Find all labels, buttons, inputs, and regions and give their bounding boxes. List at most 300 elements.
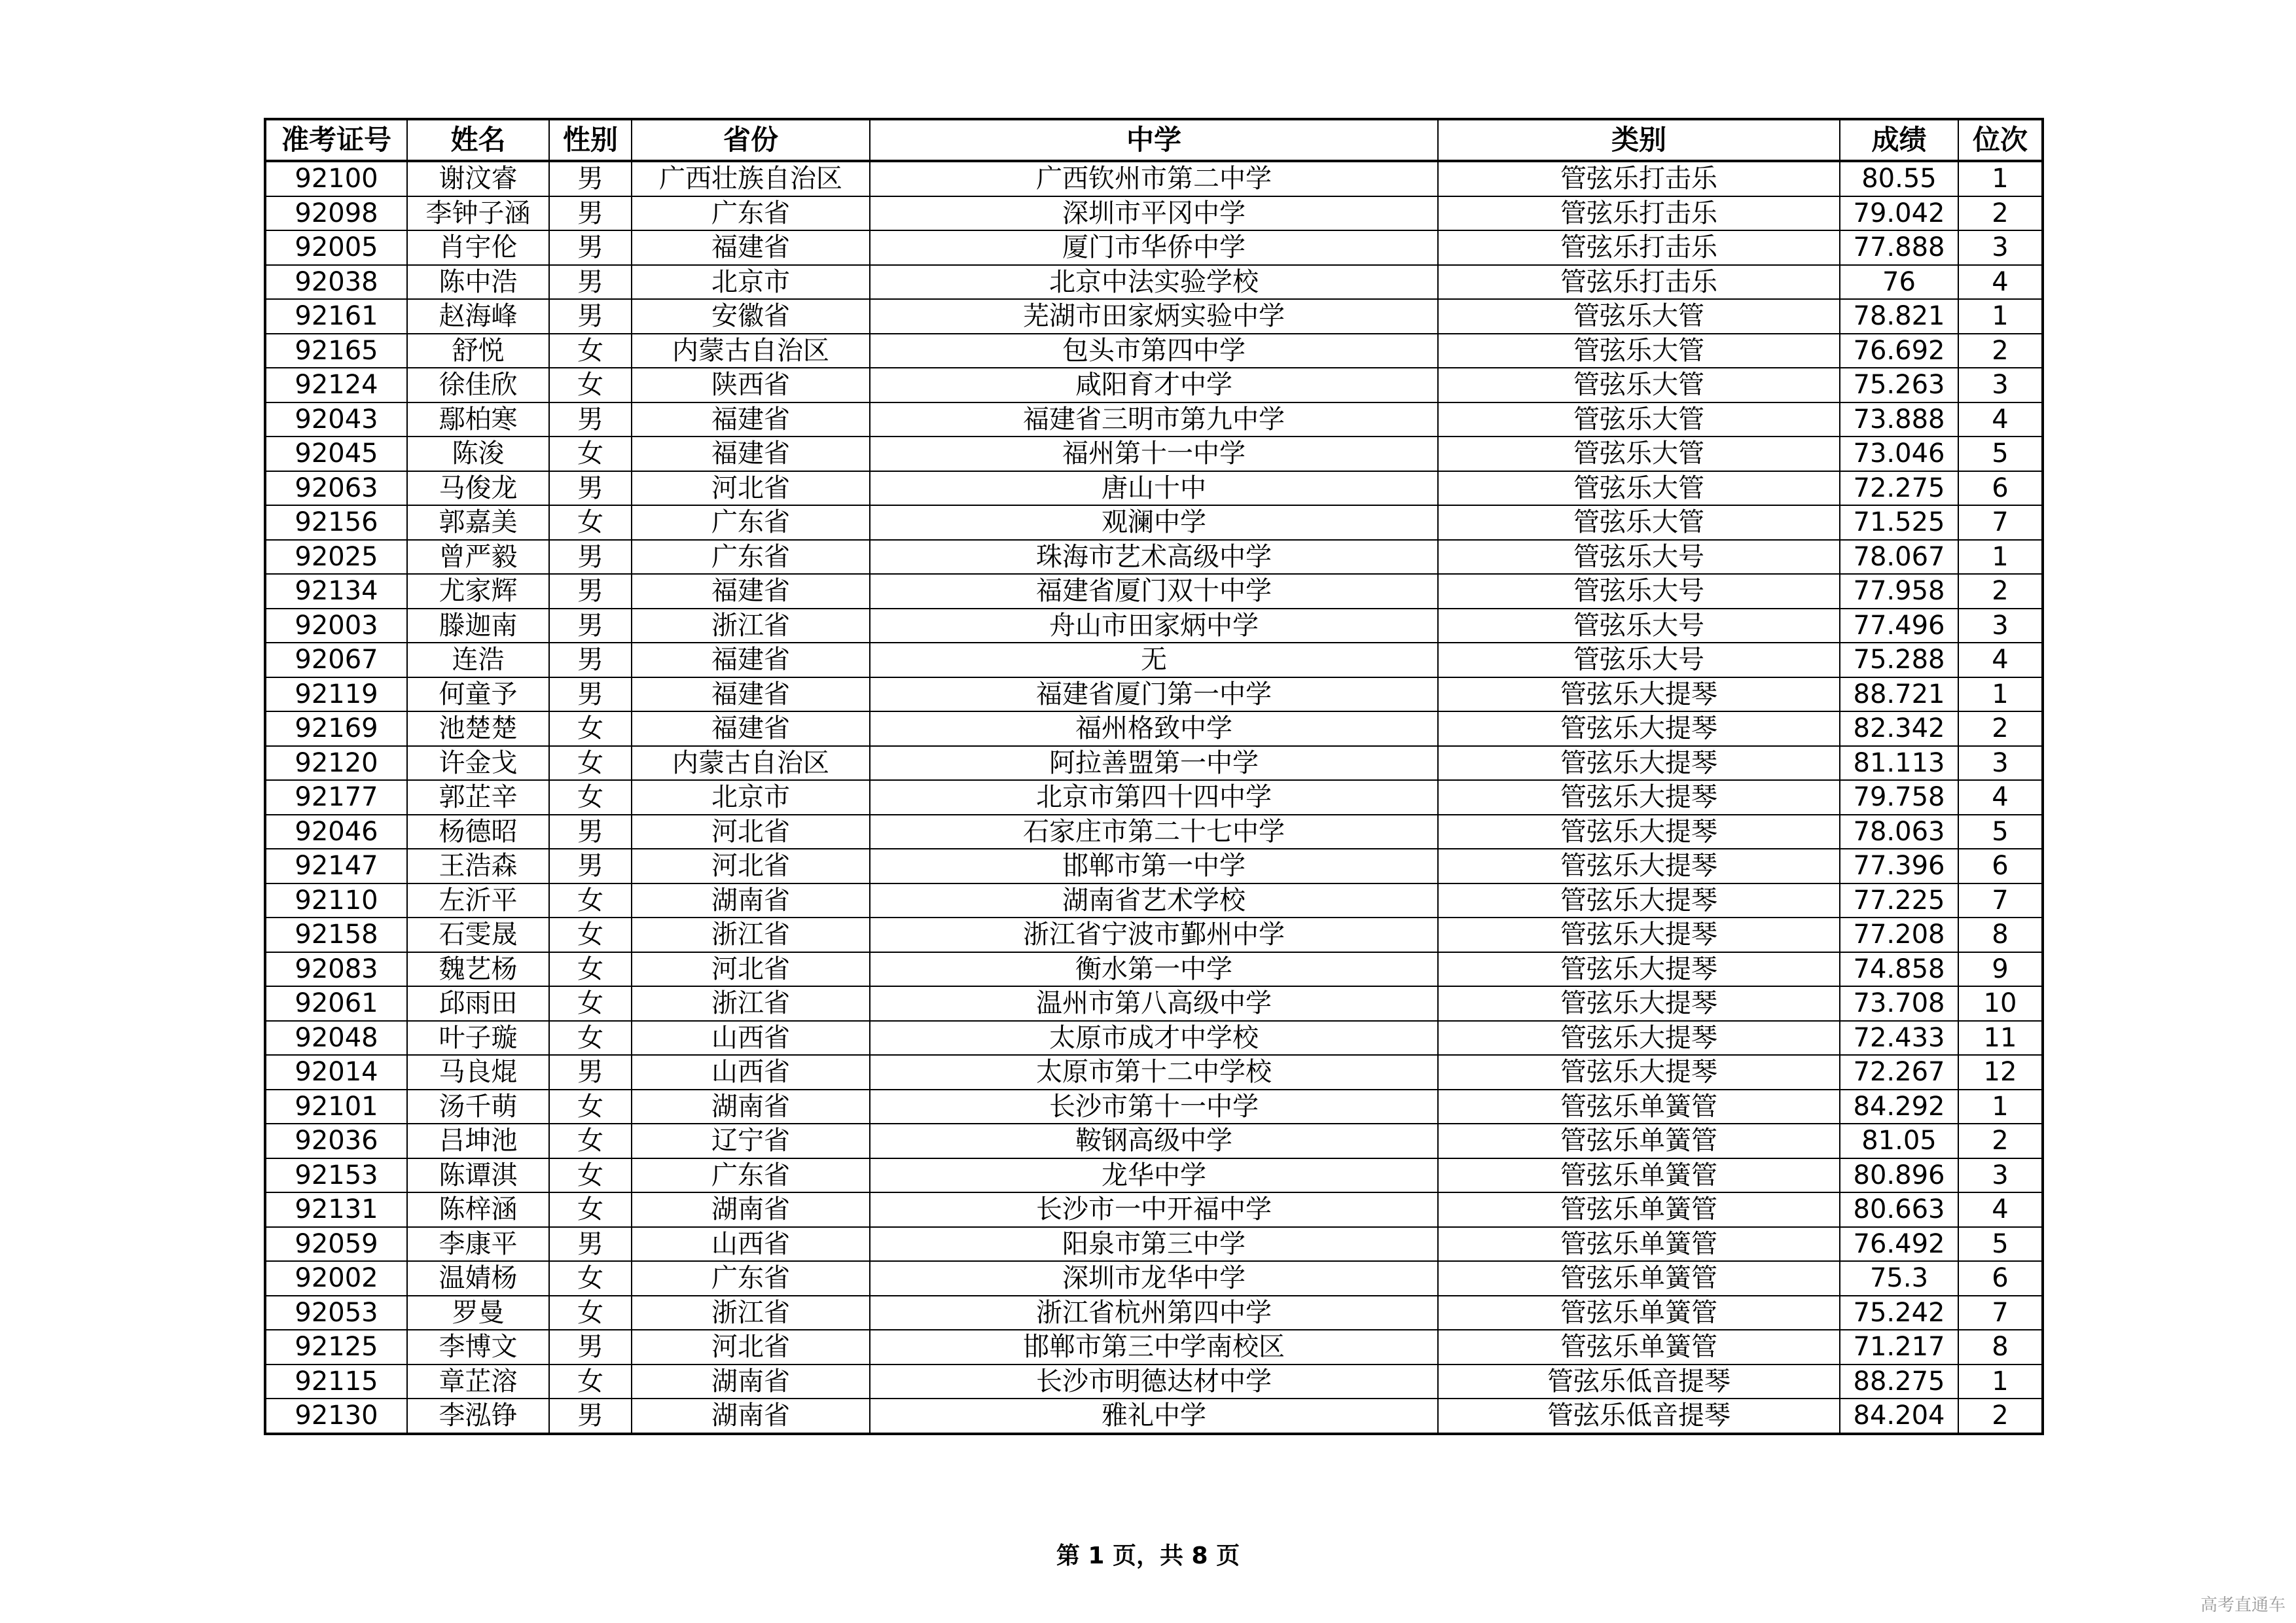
cell-category: 管弦乐大号 <box>1438 609 1840 643</box>
cell-score: 77.496 <box>1840 609 1958 643</box>
cell-exam-id: 92083 <box>265 952 407 987</box>
cell-exam-id: 92134 <box>265 574 407 609</box>
cell-score: 73.046 <box>1840 437 1958 471</box>
cell-category: 管弦乐大号 <box>1438 643 1840 677</box>
cell-gender: 男 <box>549 161 632 196</box>
cell-category: 管弦乐单簧管 <box>1438 1330 1840 1364</box>
cell-rank: 11 <box>1958 1021 2043 1056</box>
cell-gender: 男 <box>549 299 632 334</box>
cell-name: 鄢柏寒 <box>407 402 549 437</box>
watermark: 高考直通车 <box>2200 1596 2286 1615</box>
cell-school: 福建省厦门第一中学 <box>870 677 1438 712</box>
cell-school: 福建省三明市第九中学 <box>870 402 1438 437</box>
cell-exam-id: 92002 <box>265 1261 407 1296</box>
cell-gender: 男 <box>549 196 632 231</box>
cell-gender: 男 <box>549 609 632 643</box>
cell-category: 管弦乐大管 <box>1438 505 1840 540</box>
cell-score: 88.275 <box>1840 1364 1958 1399</box>
cell-exam-id: 92147 <box>265 849 407 883</box>
cell-province: 浙江省 <box>632 986 870 1021</box>
cell-school: 长沙市第十一中学 <box>870 1090 1438 1124</box>
cell-rank: 5 <box>1958 1227 2043 1262</box>
cell-school: 阳泉市第三中学 <box>870 1227 1438 1262</box>
cell-score: 72.433 <box>1840 1021 1958 1056</box>
cell-school: 石家庄市第二十七中学 <box>870 815 1438 849</box>
cell-category: 管弦乐大号 <box>1438 574 1840 609</box>
column-header-category: 类别 <box>1438 119 1840 161</box>
cell-school: 深圳市平冈中学 <box>870 196 1438 231</box>
cell-school: 湖南省艺术学校 <box>870 883 1438 918</box>
cell-score: 84.292 <box>1840 1090 1958 1124</box>
cell-name: 罗曼 <box>407 1296 549 1330</box>
cell-province: 湖南省 <box>632 1364 870 1399</box>
cell-exam-id: 92005 <box>265 230 407 265</box>
cell-name: 马俊龙 <box>407 471 549 506</box>
column-header-province: 省份 <box>632 119 870 161</box>
cell-category: 管弦乐打击乐 <box>1438 230 1840 265</box>
cell-exam-id: 92161 <box>265 299 407 334</box>
cell-province: 福建省 <box>632 230 870 265</box>
cell-exam-id: 92059 <box>265 1227 407 1262</box>
cell-rank: 2 <box>1958 334 2043 368</box>
cell-gender: 男 <box>549 230 632 265</box>
cell-category: 管弦乐低音提琴 <box>1438 1364 1840 1399</box>
cell-category: 管弦乐大管 <box>1438 402 1840 437</box>
cell-category: 管弦乐大提琴 <box>1438 1055 1840 1090</box>
cell-name: 章芷溶 <box>407 1364 549 1399</box>
cell-school: 邯郸市第一中学 <box>870 849 1438 883</box>
cell-exam-id: 92119 <box>265 677 407 712</box>
cell-province: 陕西省 <box>632 368 870 402</box>
cell-category: 管弦乐大管 <box>1438 334 1840 368</box>
table-body <box>265 161 2043 1434</box>
cell-category: 管弦乐打击乐 <box>1438 265 1840 300</box>
cell-score: 77.225 <box>1840 883 1958 918</box>
table-row <box>265 1055 2043 1090</box>
cell-province: 广东省 <box>632 1261 870 1296</box>
cell-name: 许金戈 <box>407 746 549 781</box>
cell-rank: 8 <box>1958 1330 2043 1364</box>
cell-rank: 2 <box>1958 196 2043 231</box>
cell-rank: 6 <box>1958 1261 2043 1296</box>
cell-name: 王浩森 <box>407 849 549 883</box>
cell-rank: 3 <box>1958 368 2043 402</box>
table-row <box>265 918 2043 952</box>
cell-category: 管弦乐大管 <box>1438 299 1840 334</box>
cell-gender: 男 <box>549 574 632 609</box>
table-row <box>265 711 2043 746</box>
cell-score: 81.05 <box>1840 1124 1958 1158</box>
table-row <box>265 1399 2043 1434</box>
cell-score: 76 <box>1840 265 1958 300</box>
table-row <box>265 643 2043 677</box>
table-row <box>265 230 2043 265</box>
cell-name: 魏艺杨 <box>407 952 549 987</box>
table-row <box>265 437 2043 471</box>
cell-rank: 3 <box>1958 1158 2043 1193</box>
cell-name: 舒悦 <box>407 334 549 368</box>
cell-category: 管弦乐打击乐 <box>1438 161 1840 196</box>
cell-exam-id: 92100 <box>265 161 407 196</box>
cell-school: 温州市第八高级中学 <box>870 986 1438 1021</box>
cell-exam-id: 92153 <box>265 1158 407 1193</box>
cell-gender: 男 <box>549 402 632 437</box>
cell-school: 北京中法实验学校 <box>870 265 1438 300</box>
cell-score: 75.3 <box>1840 1261 1958 1296</box>
cell-score: 77.888 <box>1840 230 1958 265</box>
cell-school: 包头市第四中学 <box>870 334 1438 368</box>
cell-score: 77.208 <box>1840 918 1958 952</box>
score-table <box>264 118 2044 1435</box>
cell-province: 河北省 <box>632 952 870 987</box>
table-row <box>265 746 2043 781</box>
page-footer: 第 1 页，共 8 页 <box>1056 1543 1240 1569</box>
cell-exam-id: 92061 <box>265 986 407 1021</box>
cell-exam-id: 92003 <box>265 609 407 643</box>
table-row <box>265 471 2043 506</box>
cell-gender: 女 <box>549 952 632 987</box>
table-row <box>265 1364 2043 1399</box>
cell-category: 管弦乐单簧管 <box>1438 1192 1840 1227</box>
cell-category: 管弦乐大提琴 <box>1438 711 1840 746</box>
cell-province: 北京市 <box>632 265 870 300</box>
cell-province: 广西壮族自治区 <box>632 161 870 196</box>
cell-gender: 男 <box>549 471 632 506</box>
cell-score: 77.396 <box>1840 849 1958 883</box>
cell-exam-id: 92125 <box>265 1330 407 1364</box>
cell-exam-id: 92045 <box>265 437 407 471</box>
cell-name: 连浩 <box>407 643 549 677</box>
cell-rank: 1 <box>1958 677 2043 712</box>
cell-category: 管弦乐大提琴 <box>1438 849 1840 883</box>
cell-rank: 2 <box>1958 711 2043 746</box>
cell-school: 邯郸市第三中学南校区 <box>870 1330 1438 1364</box>
cell-name: 曾严毅 <box>407 540 549 575</box>
cell-school: 广西钦州市第二中学 <box>870 161 1438 196</box>
cell-rank: 2 <box>1958 1124 2043 1158</box>
table-row <box>265 849 2043 883</box>
cell-province: 湖南省 <box>632 1192 870 1227</box>
cell-province: 山西省 <box>632 1055 870 1090</box>
cell-name: 左沂平 <box>407 883 549 918</box>
cell-school: 鞍钢高级中学 <box>870 1124 1438 1158</box>
cell-score: 82.342 <box>1840 711 1958 746</box>
cell-exam-id: 92169 <box>265 711 407 746</box>
cell-exam-id: 92110 <box>265 883 407 918</box>
table-row <box>265 1227 2043 1262</box>
cell-rank: 3 <box>1958 746 2043 781</box>
cell-exam-id: 92115 <box>265 1364 407 1399</box>
cell-name: 滕迦南 <box>407 609 549 643</box>
cell-rank: 4 <box>1958 780 2043 815</box>
cell-category: 管弦乐单簧管 <box>1438 1261 1840 1296</box>
cell-gender: 女 <box>549 1021 632 1056</box>
cell-rank: 6 <box>1958 471 2043 506</box>
table-row <box>265 1021 2043 1056</box>
cell-school: 长沙市一中开福中学 <box>870 1192 1438 1227</box>
cell-name: 池楚楚 <box>407 711 549 746</box>
cell-category: 管弦乐单簧管 <box>1438 1296 1840 1330</box>
cell-school: 无 <box>870 643 1438 677</box>
cell-gender: 女 <box>549 437 632 471</box>
cell-school: 观澜中学 <box>870 505 1438 540</box>
cell-score: 80.663 <box>1840 1192 1958 1227</box>
cell-score: 73.888 <box>1840 402 1958 437</box>
cell-gender: 男 <box>549 1330 632 1364</box>
cell-rank: 1 <box>1958 1090 2043 1124</box>
cell-gender: 女 <box>549 1124 632 1158</box>
cell-province: 安徽省 <box>632 299 870 334</box>
cell-rank: 2 <box>1958 1399 2043 1434</box>
cell-rank: 3 <box>1958 230 2043 265</box>
cell-province: 浙江省 <box>632 1296 870 1330</box>
cell-rank: 2 <box>1958 574 2043 609</box>
cell-province: 山西省 <box>632 1021 870 1056</box>
cell-gender: 女 <box>549 780 632 815</box>
table-row <box>265 780 2043 815</box>
cell-rank: 12 <box>1958 1055 2043 1090</box>
cell-exam-id: 92043 <box>265 402 407 437</box>
cell-score: 71.217 <box>1840 1330 1958 1364</box>
cell-name: 李博文 <box>407 1330 549 1364</box>
cell-name: 李泓铮 <box>407 1399 549 1434</box>
table-row <box>265 161 2043 196</box>
cell-school: 浙江省宁波市鄞州中学 <box>870 918 1438 952</box>
table-row <box>265 1330 2043 1364</box>
cell-rank: 4 <box>1958 265 2043 300</box>
cell-score: 78.067 <box>1840 540 1958 575</box>
cell-exam-id: 92158 <box>265 918 407 952</box>
table-row <box>265 1090 2043 1124</box>
cell-gender: 男 <box>549 265 632 300</box>
table-row <box>265 334 2043 368</box>
cell-province: 河北省 <box>632 471 870 506</box>
cell-exam-id: 92101 <box>265 1090 407 1124</box>
cell-school: 龙华中学 <box>870 1158 1438 1193</box>
cell-gender: 女 <box>549 883 632 918</box>
cell-category: 管弦乐大管 <box>1438 437 1840 471</box>
cell-gender: 女 <box>549 334 632 368</box>
cell-category: 管弦乐单簧管 <box>1438 1124 1840 1158</box>
cell-rank: 3 <box>1958 609 2043 643</box>
cell-province: 广东省 <box>632 196 870 231</box>
cell-exam-id: 92165 <box>265 334 407 368</box>
cell-school: 芜湖市田家炳实验中学 <box>870 299 1438 334</box>
cell-province: 福建省 <box>632 437 870 471</box>
cell-category: 管弦乐大管 <box>1438 368 1840 402</box>
cell-gender: 女 <box>549 918 632 952</box>
cell-exam-id: 92025 <box>265 540 407 575</box>
cell-exam-id: 92156 <box>265 505 407 540</box>
cell-name: 李康平 <box>407 1227 549 1262</box>
cell-category: 管弦乐大提琴 <box>1438 780 1840 815</box>
cell-name: 邱雨田 <box>407 986 549 1021</box>
cell-rank: 6 <box>1958 849 2043 883</box>
cell-name: 陈梓涵 <box>407 1192 549 1227</box>
cell-province: 浙江省 <box>632 918 870 952</box>
cell-province: 河北省 <box>632 849 870 883</box>
cell-category: 管弦乐大提琴 <box>1438 986 1840 1021</box>
cell-exam-id: 92053 <box>265 1296 407 1330</box>
cell-rank: 4 <box>1958 402 2043 437</box>
table-row <box>265 368 2043 402</box>
cell-name: 杨德昭 <box>407 815 549 849</box>
cell-name: 马良焜 <box>407 1055 549 1090</box>
cell-score: 75.288 <box>1840 643 1958 677</box>
cell-exam-id: 92120 <box>265 746 407 781</box>
cell-gender: 女 <box>549 1296 632 1330</box>
cell-gender: 女 <box>549 746 632 781</box>
cell-school: 浙江省杭州第四中学 <box>870 1296 1438 1330</box>
cell-school: 长沙市明德达材中学 <box>870 1364 1438 1399</box>
cell-school: 阿拉善盟第一中学 <box>870 746 1438 781</box>
cell-school: 舟山市田家炳中学 <box>870 609 1438 643</box>
column-header-rank: 位次 <box>1958 119 2043 161</box>
cell-gender: 女 <box>549 505 632 540</box>
cell-exam-id: 92131 <box>265 1192 407 1227</box>
cell-score: 72.275 <box>1840 471 1958 506</box>
cell-exam-id: 92048 <box>265 1021 407 1056</box>
cell-name: 赵海峰 <box>407 299 549 334</box>
table-row <box>265 265 2043 300</box>
cell-score: 78.821 <box>1840 299 1958 334</box>
cell-category: 管弦乐低音提琴 <box>1438 1399 1840 1434</box>
cell-rank: 1 <box>1958 299 2043 334</box>
cell-school: 深圳市龙华中学 <box>870 1261 1438 1296</box>
cell-gender: 男 <box>549 1399 632 1434</box>
cell-score: 77.958 <box>1840 574 1958 609</box>
cell-score: 76.492 <box>1840 1227 1958 1262</box>
cell-school: 珠海市艺术高级中学 <box>870 540 1438 575</box>
cell-rank: 4 <box>1958 643 2043 677</box>
cell-province: 北京市 <box>632 780 870 815</box>
cell-province: 辽宁省 <box>632 1124 870 1158</box>
cell-province: 福建省 <box>632 402 870 437</box>
cell-name: 郭嘉美 <box>407 505 549 540</box>
cell-gender: 女 <box>549 1192 632 1227</box>
cell-province: 湖南省 <box>632 883 870 918</box>
cell-school: 福州格致中学 <box>870 711 1438 746</box>
cell-rank: 5 <box>1958 437 2043 471</box>
cell-name: 吕坤池 <box>407 1124 549 1158</box>
table-row <box>265 196 2043 231</box>
cell-province: 山西省 <box>632 1227 870 1262</box>
cell-score: 88.721 <box>1840 677 1958 712</box>
cell-rank: 10 <box>1958 986 2043 1021</box>
cell-gender: 女 <box>549 1364 632 1399</box>
cell-province: 河北省 <box>632 815 870 849</box>
cell-rank: 5 <box>1958 815 2043 849</box>
cell-province: 河北省 <box>632 1330 870 1364</box>
cell-rank: 1 <box>1958 161 2043 196</box>
cell-province: 内蒙古自治区 <box>632 746 870 781</box>
cell-province: 广东省 <box>632 1158 870 1193</box>
cell-score: 81.113 <box>1840 746 1958 781</box>
table-row <box>265 1192 2043 1227</box>
table-row <box>265 1158 2043 1193</box>
cell-name: 郭芷辛 <box>407 780 549 815</box>
cell-province: 浙江省 <box>632 609 870 643</box>
cell-rank: 1 <box>1958 540 2043 575</box>
cell-name: 陈谭淇 <box>407 1158 549 1193</box>
cell-score: 84.204 <box>1840 1399 1958 1434</box>
cell-name: 何童予 <box>407 677 549 712</box>
table-row <box>265 1124 2043 1158</box>
cell-category: 管弦乐大提琴 <box>1438 746 1840 781</box>
cell-category: 管弦乐单簧管 <box>1438 1227 1840 1262</box>
cell-category: 管弦乐大提琴 <box>1438 815 1840 849</box>
table-row <box>265 883 2043 918</box>
column-header-exam-id: 准考证号 <box>265 119 407 161</box>
table-row <box>265 609 2043 643</box>
cell-exam-id: 92038 <box>265 265 407 300</box>
cell-score: 80.55 <box>1840 161 1958 196</box>
cell-school: 福建省厦门双十中学 <box>870 574 1438 609</box>
cell-name: 李钟子涵 <box>407 196 549 231</box>
cell-gender: 男 <box>549 643 632 677</box>
cell-exam-id: 92014 <box>265 1055 407 1090</box>
cell-school: 咸阳育才中学 <box>870 368 1438 402</box>
cell-score: 71.525 <box>1840 505 1958 540</box>
cell-province: 广东省 <box>632 540 870 575</box>
table-row <box>265 540 2043 575</box>
cell-province: 福建省 <box>632 574 870 609</box>
cell-name: 叶子璇 <box>407 1021 549 1056</box>
cell-rank: 7 <box>1958 1296 2043 1330</box>
cell-score: 73.708 <box>1840 986 1958 1021</box>
cell-exam-id: 92130 <box>265 1399 407 1434</box>
cell-gender: 女 <box>549 368 632 402</box>
cell-school: 厦门市华侨中学 <box>870 230 1438 265</box>
cell-category: 管弦乐大提琴 <box>1438 952 1840 987</box>
table-row <box>265 574 2043 609</box>
table-row <box>265 299 2043 334</box>
cell-exam-id: 92067 <box>265 643 407 677</box>
cell-category: 管弦乐大管 <box>1438 471 1840 506</box>
cell-category: 管弦乐单簧管 <box>1438 1158 1840 1193</box>
cell-school: 雅礼中学 <box>870 1399 1438 1434</box>
cell-rank: 9 <box>1958 952 2043 987</box>
cell-rank: 1 <box>1958 1364 2043 1399</box>
table-row <box>265 1261 2043 1296</box>
cell-gender: 男 <box>549 1055 632 1090</box>
cell-exam-id: 92098 <box>265 196 407 231</box>
table-row <box>265 986 2043 1021</box>
table-row <box>265 505 2043 540</box>
cell-name: 陈浚 <box>407 437 549 471</box>
column-header-school: 中学 <box>870 119 1438 161</box>
table-row <box>265 677 2043 712</box>
cell-exam-id: 92124 <box>265 368 407 402</box>
column-header-score: 成绩 <box>1840 119 1958 161</box>
cell-category: 管弦乐单簧管 <box>1438 1090 1840 1124</box>
cell-exam-id: 92063 <box>265 471 407 506</box>
cell-category: 管弦乐大号 <box>1438 540 1840 575</box>
column-header-gender: 性别 <box>549 119 632 161</box>
cell-name: 徐佳欣 <box>407 368 549 402</box>
cell-score: 80.896 <box>1840 1158 1958 1193</box>
cell-school: 福州第十一中学 <box>870 437 1438 471</box>
cell-province: 福建省 <box>632 711 870 746</box>
cell-gender: 女 <box>549 1261 632 1296</box>
cell-rank: 7 <box>1958 505 2043 540</box>
cell-school: 太原市成才中学校 <box>870 1021 1438 1056</box>
cell-category: 管弦乐打击乐 <box>1438 196 1840 231</box>
cell-school: 太原市第十二中学校 <box>870 1055 1438 1090</box>
cell-gender: 男 <box>549 815 632 849</box>
cell-province: 福建省 <box>632 677 870 712</box>
cell-province: 广东省 <box>632 505 870 540</box>
